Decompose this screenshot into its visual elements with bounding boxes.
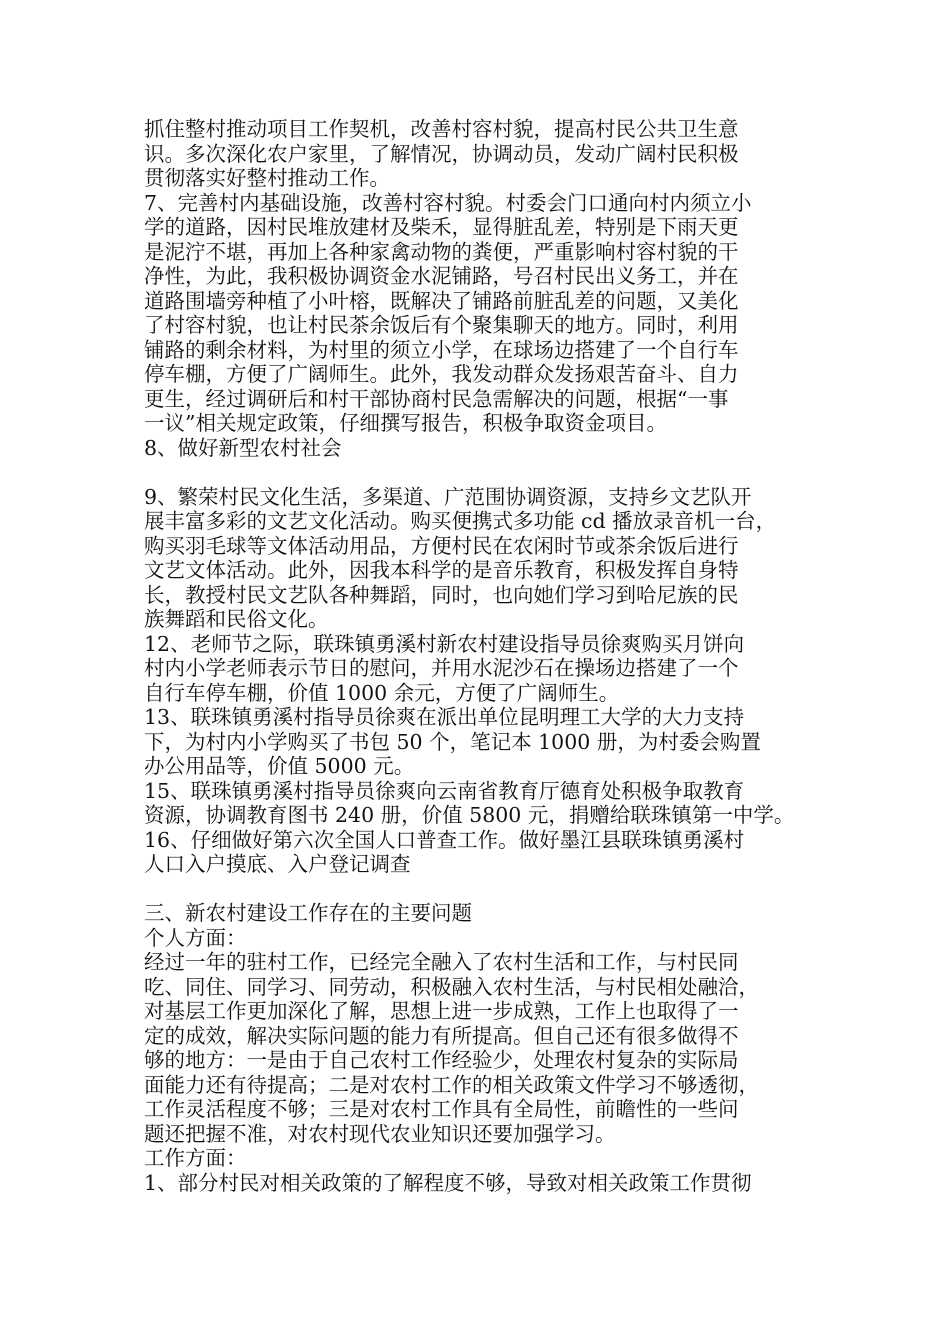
blank-line [144,460,816,485]
blank-line [144,877,816,902]
text-line: 长，教授村民文艺队各种舞蹈，同时，也向她们学习到哈尼族的民 [144,582,739,607]
text-line: 购买羽毛球等文体活动用品，方便村民在农闲时节或茶余饭后进行 [144,533,739,558]
text-line: 道路围墙旁种植了小叶榕，既解决了铺路前脏乱差的问题，又美化 [144,288,739,313]
text-line: 工作灵活程度不够；三是对农村工作具有全局性，前瞻性的一些问 [144,1097,739,1121]
text-line: 7、完善村内基础设施，改善村容村貌。村委会门口通向村内须立小 [144,190,752,215]
text-line: 贯彻落实好整村推动工作。 [144,166,390,190]
text-line: 16、仔细做好第六次全国人口普查工作。做好墨江县联珠镇勇溪村 [144,827,745,852]
text-line: 自行车停车棚，价值 1000 余元，方便了广阔师生。 [144,680,620,705]
text-line: 面能力还有待提高；二是对农村工作的相关政策文件学习不够透彻， [144,1072,759,1097]
text-line: 定的成效，解决实际问题的能力有所提高。但自己还有很多做得不 [144,1023,739,1048]
text-line: 展丰富多彩的文艺文化活动。购买便携式多功能 cd 播放录音机一台， [144,509,777,533]
text-line: 学的道路，因村民堆放建材及柴禾，显得脏乱差，特别是下雨天更 [144,215,739,239]
text-line: 铺路的剩余材料，为村里的须立小学，在球场边搭建了一个自行车 [144,337,739,362]
text-line: 12、老师节之际，联珠镇勇溪村新农村建设指导员徐爽购买月饼向 [144,631,745,656]
text-line: 经过一年的驻村工作，已经完全融入了农村生活和工作，与村民同 [144,950,739,974]
text-line: 净性，为此，我积极协调资金水泥铺路，号召村民出义务工，并在 [144,264,739,288]
text-line: 下，为村内小学购买了书包 50 个，笔记本 1000 册，为村委会购置 [144,729,761,754]
text-line: 了村容村貌，也让村民茶余饭后有个聚集聊天的地方。同时，利用 [144,313,739,337]
text-line: 个人方面： [144,925,247,950]
text-line: 更生，经过调研后和村干部协商村民急需解决的问题，根据“一事 [144,386,729,411]
text-line: 人口入户摸底、入户登记调查 [144,852,411,876]
text-line: 13、联珠镇勇溪村指导员徐爽在派出单位昆明理工大学的大力支持 [144,705,745,729]
text-line: 15、联珠镇勇溪村指导员徐爽向云南省教育厅德育处积极争取教育 [144,778,745,803]
text-line: 三、新农村建设工作存在的主要问题 [144,901,472,925]
text-line: 办公用品等，价值 5000 元。 [144,754,415,778]
text-line: 1、部分村民对相关政策的了解程度不够，导致对相关政策工作贯彻 [144,1170,752,1195]
text-line: 一议”相关规定政策，仔细撰写报告，积极争取资金项目。 [144,411,667,435]
text-line: 是泥泞不堪，再加上各种家禽动物的粪便，严重影响村容村貌的干 [144,239,739,264]
text-line: 资源，协调教育图书 240 册，价值 5800 元，捐赠给联珠镇第一中学。 [144,803,795,827]
text-line: 工作方面： [144,1146,247,1170]
document-page [144,117,816,1195]
text-line: 抓住整村推动项目工作契机，改善村容村貌，提高村民公共卫生意 [144,117,739,141]
text-line: 吃、同住、同学习、同劳动，积极融入农村生活，与村民相处融洽， [144,974,759,999]
text-line: 9、繁荣村民文化生活，多渠道、广范围协调资源，支持乡文艺队开 [144,484,752,509]
text-line: 对基层工作更加深化了解，思想上进一步成熟，工作上也取得了一 [144,999,739,1023]
text-line: 文艺文体活动。此外，因我本科学的是音乐教育，积极发挥自身特 [144,558,739,582]
text-line: 题还把握不准，对农村现代农业知识还要加强学习。 [144,1121,616,1146]
text-line: 识。多次深化农户家里，了解情况，协调动员，发动广阔村民积极 [144,141,739,166]
text-line: 够的地方：一是由于自己农村工作经验少，处理农村复杂的实际局 [144,1048,739,1072]
text-line: 村内小学老师表示节日的慰问，并用水泥沙石在操场边搭建了一个 [144,656,739,680]
text-line: 8、做好新型农村社会 [144,435,342,460]
text-line: 族舞蹈和民俗文化。 [144,607,329,631]
text-line: 停车棚，方便了广阔师生。此外，我发动群众发扬艰苦奋斗、自力 [144,362,739,386]
